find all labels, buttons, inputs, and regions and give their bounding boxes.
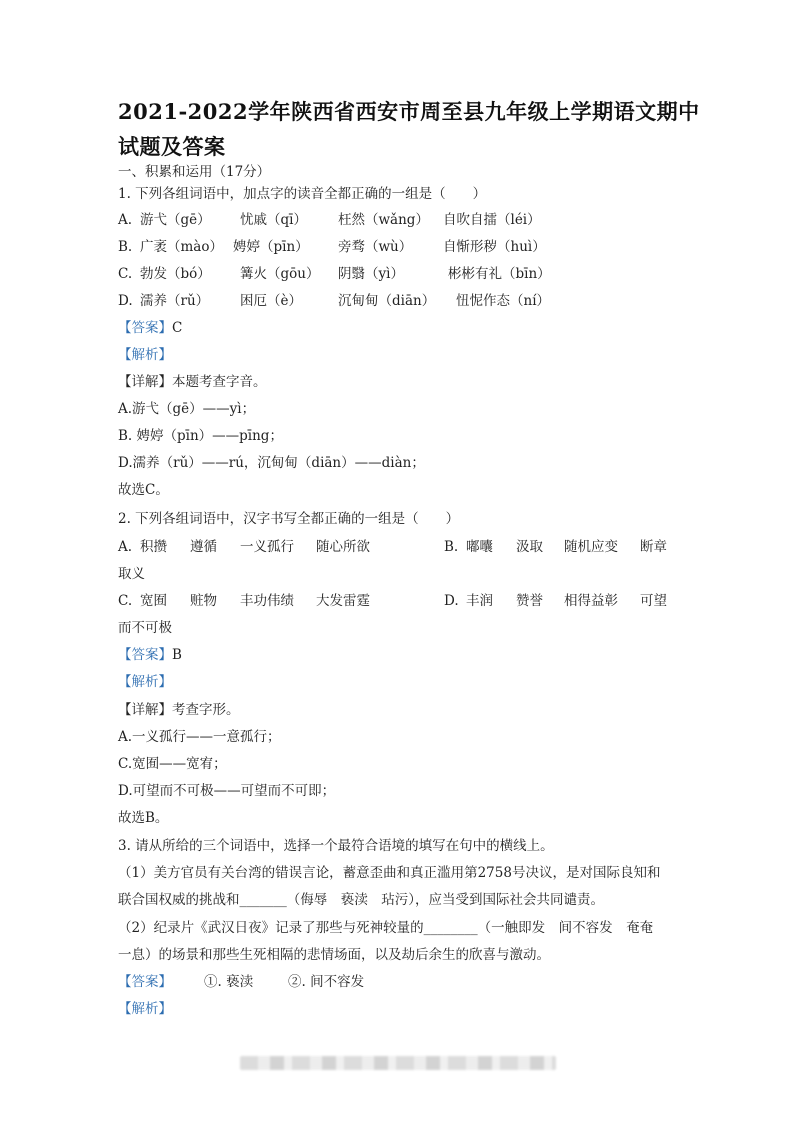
option-item: 彬彬有礼（bīn） <box>448 266 551 282</box>
option-item: 濡养（rǔ） <box>140 293 210 309</box>
option-word: 积攒 <box>140 539 167 555</box>
option-word: 赃物 <box>190 593 217 609</box>
q2-option-b-wrap: 取义 <box>118 566 145 582</box>
q2-answer <box>118 646 182 664</box>
option-word: 丰功伟绩 <box>240 593 294 609</box>
option-label: D. <box>118 293 133 309</box>
q1-detail <box>118 373 267 391</box>
option-item: 篝火（gōu） <box>240 266 320 282</box>
option-word: 丰润 <box>466 593 493 609</box>
document-title-line2: 试题及答案 <box>118 134 226 159</box>
option-label: B. <box>444 539 459 555</box>
option-item: 忧戚（qī） <box>240 212 307 228</box>
option-word: 一义孤行 <box>240 539 294 555</box>
option-word: 随机应变 <box>564 539 618 555</box>
option-word: 宽囿 <box>140 593 167 609</box>
answer-tag: 【答案】 <box>118 320 172 336</box>
option-label: C. <box>118 593 133 609</box>
q1-option-d <box>118 292 678 310</box>
q2-option-d-wrap: 而不可极 <box>118 620 172 636</box>
q3-answer <box>118 973 418 991</box>
answer-tag: 【答案】 <box>118 974 172 990</box>
q3-analysis-tag: 【解析】 <box>118 1001 172 1017</box>
q2-detail-line: C.宽囿——宽宥； <box>118 756 227 772</box>
answer-value: ①. 亵渎 <box>204 974 254 990</box>
q2-detail-line: 故选B。 <box>118 810 169 826</box>
q3-sentence2-line1: （2）纪录片《武汉日夜》记录了那些与死神较量的________（一触即发 间不容发 奄奄 <box>118 920 654 936</box>
q3-sentence1-line2: 联合国权威的挑战和_______（侮辱 亵渎 玷污），应当受到国际社会共同谴责。 <box>118 892 604 908</box>
q2-detail <box>118 701 240 719</box>
q2-options-row1 <box>118 538 678 556</box>
option-word: 随心所欲 <box>316 539 370 555</box>
detail-intro: 本题考查字音。 <box>172 374 267 390</box>
answer-value: B <box>172 647 182 663</box>
q1-answer <box>118 319 182 337</box>
option-item: 自惭形秽（huì） <box>443 239 546 255</box>
option-item: 枉然（wǎng） <box>338 212 429 228</box>
option-item: 旁骛（wù） <box>338 239 413 255</box>
q2-stem: 2. 下列各组词语中，汉字书写全都正确的一组是（ ） <box>118 511 460 527</box>
q1-option-c <box>118 265 678 283</box>
answer-value: C <box>172 320 183 336</box>
option-item: 游弋（gē） <box>140 212 211 228</box>
q1-analysis-tag: 【解析】 <box>118 347 172 363</box>
option-word: 相得益彰 <box>564 593 618 609</box>
option-item: 勃发（bó） <box>140 266 211 282</box>
option-item: 沉甸甸（diān） <box>338 293 436 309</box>
q1-detail-line: 故选C。 <box>118 482 169 498</box>
answer-value: ②. 间不容发 <box>288 974 365 990</box>
option-word: 嘟囔 <box>466 539 493 555</box>
option-word: 大发雷霆 <box>316 593 370 609</box>
option-word: 可望 <box>640 593 667 609</box>
option-item: 忸怩作态（ní） <box>456 293 551 309</box>
detail-intro: 考查字形。 <box>172 702 240 718</box>
q2-options-row2 <box>118 592 678 610</box>
section-heading: 一、积累和运用（17分） <box>118 164 271 180</box>
answer-tag: 【答案】 <box>118 647 172 663</box>
option-label: A. <box>118 212 133 228</box>
detail-tag: 【详解】 <box>118 702 172 718</box>
q1-detail-line: B. 娉婷（pīn）——pīng； <box>118 428 283 444</box>
blurred-footer-watermark <box>240 1056 556 1070</box>
q2-analysis-tag: 【解析】 <box>118 674 172 690</box>
option-label: D. <box>444 593 459 609</box>
q1-option-b <box>118 238 678 256</box>
detail-tag: 【详解】 <box>118 374 172 390</box>
q1-detail-line: D.濡养（rǔ）——rú，沉甸甸（diān）——diàn； <box>118 455 425 471</box>
option-label: A. <box>118 539 133 555</box>
option-item: 阴翳（yì） <box>338 266 404 282</box>
q3-sentence1-line1: （1）美方官员有关台湾的错误言论，蓄意歪曲和真正滥用第2758号决议，是对国际良知和 <box>118 865 661 881</box>
option-item: 娉婷（pīn） <box>233 239 309 255</box>
q1-stem: 1. 下列各组词语中，加点字的读音全都正确的一组是（ ） <box>118 186 487 202</box>
option-label: B. <box>118 239 133 255</box>
option-word: 汲取 <box>516 539 543 555</box>
q1-option-a <box>118 211 678 229</box>
q3-sentence2-line2: 一息）的场景和那些生死相隔的悲情场面，以及劫后余生的欣喜与激动。 <box>118 947 550 963</box>
q3-stem: 3. 请从所给的三个词语中，选择一个最符合语境的填写在句中的横线上。 <box>118 838 554 854</box>
q2-detail-line: D.可望而不可极——可望而不可即； <box>118 783 336 799</box>
option-label: C. <box>118 266 133 282</box>
q1-detail-line: A.游弋（gē）——yì； <box>118 401 256 417</box>
option-word: 断章 <box>640 539 667 555</box>
option-word: 赞誉 <box>516 593 543 609</box>
option-item: 困厄（è） <box>240 293 302 309</box>
option-word: 遵循 <box>190 539 217 555</box>
q2-detail-line: A.一义孤行——一意孤行； <box>118 729 281 745</box>
option-item: 自吹自擂（léi） <box>443 212 541 228</box>
document-title-line1: 2021-2022学年陕西省西安市周至县九年级上学期语文期中 <box>118 99 700 124</box>
option-item: 广袤（mào） <box>140 239 223 255</box>
